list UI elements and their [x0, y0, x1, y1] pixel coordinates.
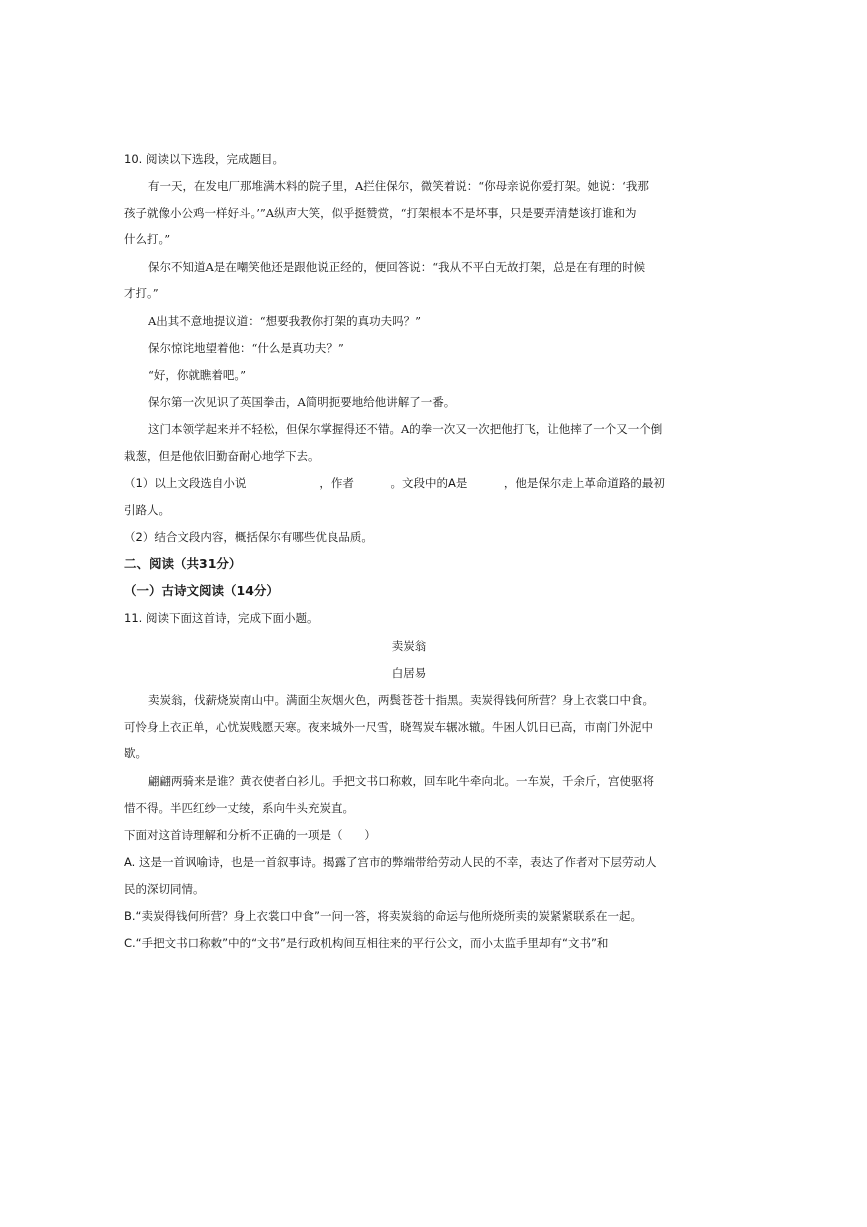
q11-option-b: B.“卖炭得钱何所营？身上衣裳口中食”一问一答，将卖炭翁的命运与他所烧所卖的炭紧紧联系在一起。 — [124, 909, 642, 923]
q10-passage-line: 栽葱，但是他依旧勤奋耐心地学下去。 — [124, 449, 320, 463]
subsection-heading: （一）古诗文阅读（14分） — [124, 583, 279, 598]
poem-author: 白居易 — [391, 666, 427, 680]
q11-question: 下面对这首诗理解和分析不正确的一项是（ ） — [124, 828, 376, 842]
poem-line: 歇。 — [124, 746, 147, 760]
q11-option-a: A. 这是一首讽喻诗，也是一首叙事诗。揭露了宫市的弊端带给劳动人民的不幸，表达了作者对下层劳动人 — [124, 855, 657, 869]
poem-title: 卖炭翁 — [391, 639, 427, 653]
poem-line: 翩翩两骑来是谁？黄衣使者白衫儿。手把文书口称敕，回车叱牛牵向北。一车炭，千余斤，宫使驱将 — [148, 774, 654, 788]
q10-passage-line: A出其不意地提议道：“想要我教你打架的真功夫吗？” — [148, 314, 422, 328]
q10-passage-line: 这门本领学起来并不轻松，但保尔掌握得还不错。A的拳一次又一次把他打飞，让他摔了一个又一个倒 — [148, 422, 663, 436]
q11-option-c: C.“手把文书口称敕”中的“文书”是行政机构间互相往来的平行公文，而小太监手里却有“文书”和 — [124, 936, 609, 950]
poem-line: 惜不得。半匹红纱一丈绫，系向牛头充炭直。 — [124, 801, 354, 815]
q11-option-a-cont: 民的深切同情。 — [124, 882, 205, 896]
q10-title: 10. 阅读以下选段，完成题目。 — [124, 152, 284, 166]
q10-sub2: （2）结合文段内容，概括保尔有哪些优良品质。 — [124, 530, 373, 544]
q10-passage-line: 保尔不知道A是在嘲笑他还是跟他说正经的，便回答说：“我从不平白无故打架，总是在有理的时候 — [148, 260, 646, 274]
q11-title: 11. 阅读下面这首诗，完成下面小题。 — [124, 611, 319, 625]
poem-line: 卖炭翁，伐薪烧炭南山中。满面尘灰烟火色，两鬓苍苍十指黑。卖炭得钱何所营？身上衣裳口中食。 — [148, 693, 654, 707]
q10-sub1: （1）以上文段选自小说 ，作者 。文段中的A是 ，他是保尔走上革命道路的最初 — [124, 476, 665, 490]
q10-passage-line: “好，你就瞧着吧。” — [148, 368, 247, 382]
poem-line: 可怜身上衣正单，心忧炭贱愿天寒。夜来城外一尺雪，晓驾炭车辗冰辙。牛困人饥日已高，市南门外泥中 — [124, 720, 653, 734]
section-heading: 二、阅读（共31分） — [124, 556, 242, 571]
q10-passage-line: 保尔第一次见识了英国拳击，A简明扼要地给他讲解了一番。 — [148, 395, 456, 409]
q10-passage-line: 才打。” — [124, 286, 159, 300]
q10-passage-line: 保尔惊诧地望着他：“什么是真功夫？” — [148, 341, 344, 355]
q10-passage-line: 有一天，在发电厂那堆满木料的院子里，A拦住保尔，微笑着说：“你母亲说你爱打架。她说：‘我那 — [148, 179, 649, 193]
q10-passage-line: 孩子就像小公鸡一样好斗。’”A纵声大笑，似乎挺赞赏，“打架根本不是坏事，只是要弄清楚该打谁和为 — [124, 206, 637, 220]
q10-sub1-cont: 引路人。 — [124, 503, 170, 517]
q10-passage-line: 什么打。” — [124, 232, 171, 246]
